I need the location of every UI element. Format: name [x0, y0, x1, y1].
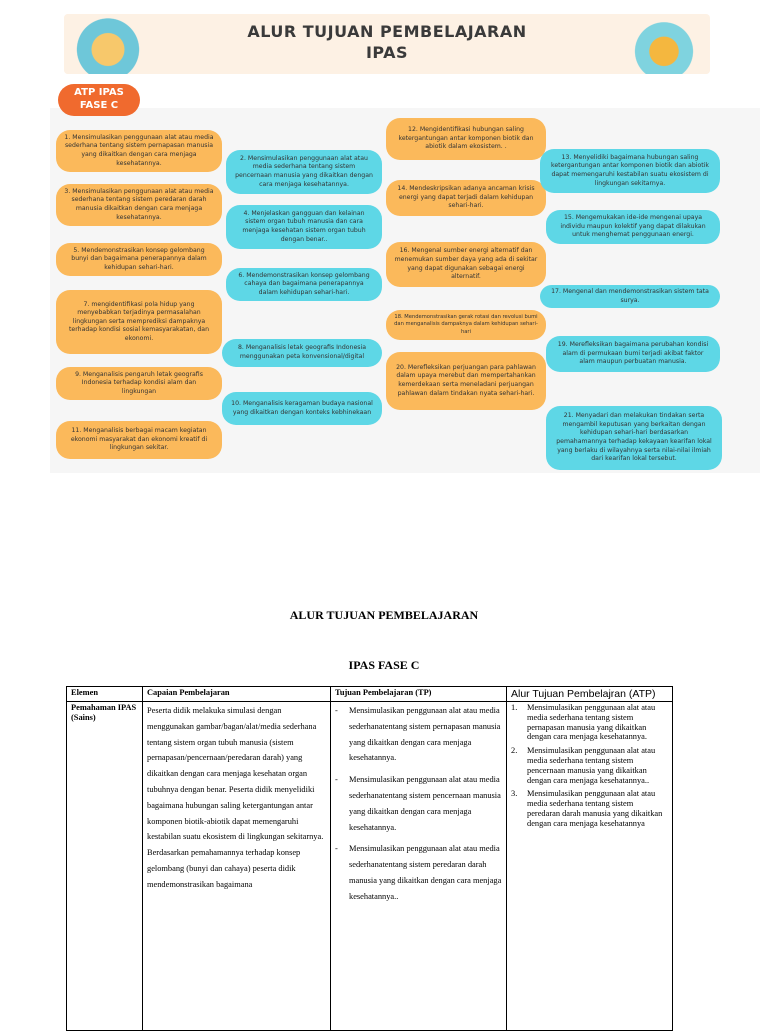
- atp-item-5: 5. Mendemonstrasikan konsep gelombang bunyi dan bagaimana penerapannya dalam kehidupan sehari-hari.: [56, 243, 222, 276]
- atp-list-text: Mensimulasikan penggunaan alat atau media sederhana tentang sistem peredaran darah manusia yang dikaitkan dengan cara menjaga kesehatannya: [527, 789, 663, 828]
- header-capaian: Capaian Pembelajaran: [143, 687, 331, 702]
- atp-list-number: 2.: [511, 746, 518, 756]
- atp-item-10: 10. Menganalisis keragaman budaya nasional yang dikaitkan dengan konteks kebhinekaan: [222, 392, 382, 425]
- atp-item-6: 6. Mendemonstrasikan konsep gelombang cahaya dan bagaimana penerapannya dalam kehidupan sehari-hari.: [226, 268, 382, 301]
- tp-bullet: -: [335, 706, 338, 715]
- header-banner: [64, 14, 710, 74]
- cell-tujuan: [331, 702, 507, 1031]
- atp-item-2: 2. Mensimulasikan penggunaan alat atau media sederhana tentang sistem pencernaan manusia yang dikaitkan dengan cara menjaga kesehatannya.: [226, 150, 382, 194]
- atp-item-9: 9. Menganalisis pengaruh letak geografis Indonesia terhadap kondisi alam dan lingkungan: [56, 367, 222, 400]
- cell-elemen: Pemahaman IPAS (Sains): [67, 702, 143, 1031]
- atp-fase-label: [58, 84, 140, 116]
- document-title: ALUR TUJUAN PEMBELAJARAN: [289, 608, 479, 622]
- tp-item-text: Mensimulasikan penggunaan alat atau media sederhanatentang sistem pencernaan manusia yang dikaitkan dengan cara menjaga kesehatannya.: [349, 775, 501, 832]
- banner-title: [64, 21, 710, 63]
- banner-title-line2: IPAS: [365, 43, 409, 62]
- tp-item-text: Mensimulasikan penggunaan alat atau media sederhanatentang sistem peredaran darah manusia yang dikaitkan dengan cara menjaga kesehatannya..: [349, 844, 502, 901]
- atp-item-21: 21. Menyadari dan melakukan tindakan serta mengambil keputusan yang berkaitan dengan kehidupan sehari-hari berdasarkan pemahamannya terhadap kekayaan kearifan lokal yang berlaku di wilayahnya serta nilai-nilai ilmiah dari kearifan lokal tersebut.: [546, 406, 722, 470]
- atp-list-number: 1.: [511, 703, 518, 712]
- tp-item: [335, 841, 502, 904]
- atp-item-4: 4. Menjelaskan gangguan dan kelainan sistem organ tubuh manusia dan cara menjaga kesehatan sistem organ tubuh dengan benar..: [226, 205, 382, 249]
- tp-item: [335, 703, 502, 766]
- tp-bullet: -: [335, 775, 338, 785]
- atp-item-19: 19. Merefleksikan bagaimana perubahan kondisi alam di permukaan bumi terjadi akibat faktor alam maupun perbuatan manusia.: [546, 336, 720, 372]
- header-tujuan: Tujuan Pembelajaran (TP): [331, 687, 507, 702]
- atp-table: [66, 686, 673, 1031]
- atp-item-20: 20. Merefleksikan perjuangan para pahlawan dalam upaya merebut dan mempertahankan kemerdekaan serta meneladani perjuangan pahlawan dalam tindakan nyata sehari-hari.: [386, 352, 546, 410]
- atp-item-7: 7. mengidentifikasi pola hidup yang menyebabkan terjadinya permasalahan lingkungan serta memprediksi dampaknya terhadap kondisi sosial kemasyarakatan, dan ekonomi.: [56, 290, 222, 354]
- cell-alur: [507, 702, 673, 1031]
- header-elemen: Elemen: [67, 687, 143, 702]
- atp-list-item: [511, 746, 668, 785]
- atp-item-14: 14. Mendeskripsikan adanya ancaman krisis energi yang dapat terjadi dalam kehidupan sehari-hari.: [386, 180, 546, 216]
- cell-capaian: Peserta didik melakuka simulasi dengan menggunakan gambar/bagan/alat/media sederhana tentang sistem organ tubuh manusia (sistem pernapasan/pencernaan/peredaran darah) yang dikaitkan dengan cara menjaga kesehatan organ tubuhnya dengan benar. Peserta didik menyelidiki bagaimana hubungan saling ketergantungan antar komponen biotik-abiotik dapat memengaruhi kestabilan suatu ekosistem di lingkungan sekitarnya. Berdasarkan pemahamannya terhadap konsep gelombang (bunyi dan cahaya) peserta didik mendemonstrasikan bagaimana: [143, 702, 331, 1031]
- tp-item: [335, 772, 502, 835]
- atp-item-18: 18. Mendemonstrasikan gerak rotasi dan revolusi bumi dan menganalisis dampaknya dalam kehidupan sehari-hari: [386, 310, 546, 340]
- header-alur: Alur Tujuan Pembelajran (ATP): [507, 687, 673, 702]
- atp-list-text: Mensimulasikan penggunaan alat atau media sederhana tentang sistem pencernaan manusia yang dikaitkan dengan cara menjaga kesehatannya..: [527, 746, 656, 785]
- atp-item-12: 12. Mengidentifikasi hubungan saling ketergantungan antar komponen biotik dan abiotik dalam ekosistem. .: [386, 118, 546, 160]
- atp-item-1: 1. Mensimulasikan penggunaan alat atau media sederhana tentang sistem pernapasan manusia yang dikaitkan dengan cara menjaga kesehatannya.: [56, 130, 222, 172]
- banner-title-line1: ALUR TUJUAN PEMBELAJARAN: [247, 22, 527, 41]
- atp-item-11: 11. Menganalisis berbagai macam kegiatan ekonomi masyarakat dan ekonomi kreatif di lingkungan sekitar.: [56, 421, 222, 459]
- atp-list-number: 3.: [511, 789, 518, 799]
- atp-item-8: 8. Menganalisis letak geografis Indonesia menggunakan peta konvensional/digital: [222, 339, 382, 367]
- atp-label-line2: FASE C: [79, 100, 119, 111]
- table-row: [67, 702, 673, 1031]
- atp-item-16: 16. Mengenal sumber energi alternatif dan menemukan sumber daya yang ada di sekitar yang dapat digunakan sebagai energi alternatif.: [386, 242, 546, 287]
- atp-item-3: 3. Mensimulasikan penggunaan alat atau media sederhana tentang sistem peredaran darah manusia dikaitkan dengan cara menjaga kesehatannya.: [56, 184, 222, 226]
- atp-item-17: 17. Mengenal dan mendemonstrasikan sistem tata surya.: [540, 285, 720, 308]
- atp-item-13: 13. Menyelidiki bagaimana hubungan saling ketergantungan antar komponen biotik dan abiotik dapat memengaruhi kestabilan suatu ekosistem di lingkungan sekitarnya.: [540, 149, 720, 193]
- atp-list-text: Mensimulasikan penggunaan alat atau media sederhana tentang sistem pernapasan manusia yang dikaitkan dengan cara menjaga kesehatannya.: [527, 703, 656, 742]
- atp-item-15: 15. Mengemukakan ide-ide mengenai upaya individu maupun kolektif yang dapat dilakukan untuk menghemat penggunaan energi.: [546, 210, 720, 244]
- tp-item-text: Mensimulasikan penggunaan alat atau media sederhanatentang sistem pernapasan manusia yang dikaitkan dengan cara menjaga kesehatannya.: [349, 706, 501, 763]
- document-subtitle: IPAS FASE C: [348, 658, 420, 672]
- atp-list-item: [511, 789, 668, 828]
- atp-label-line1: ATP IPAS: [74, 87, 124, 98]
- table-header-row: [67, 687, 673, 702]
- tp-bullet: -: [335, 844, 338, 854]
- atp-list-item: [511, 703, 668, 742]
